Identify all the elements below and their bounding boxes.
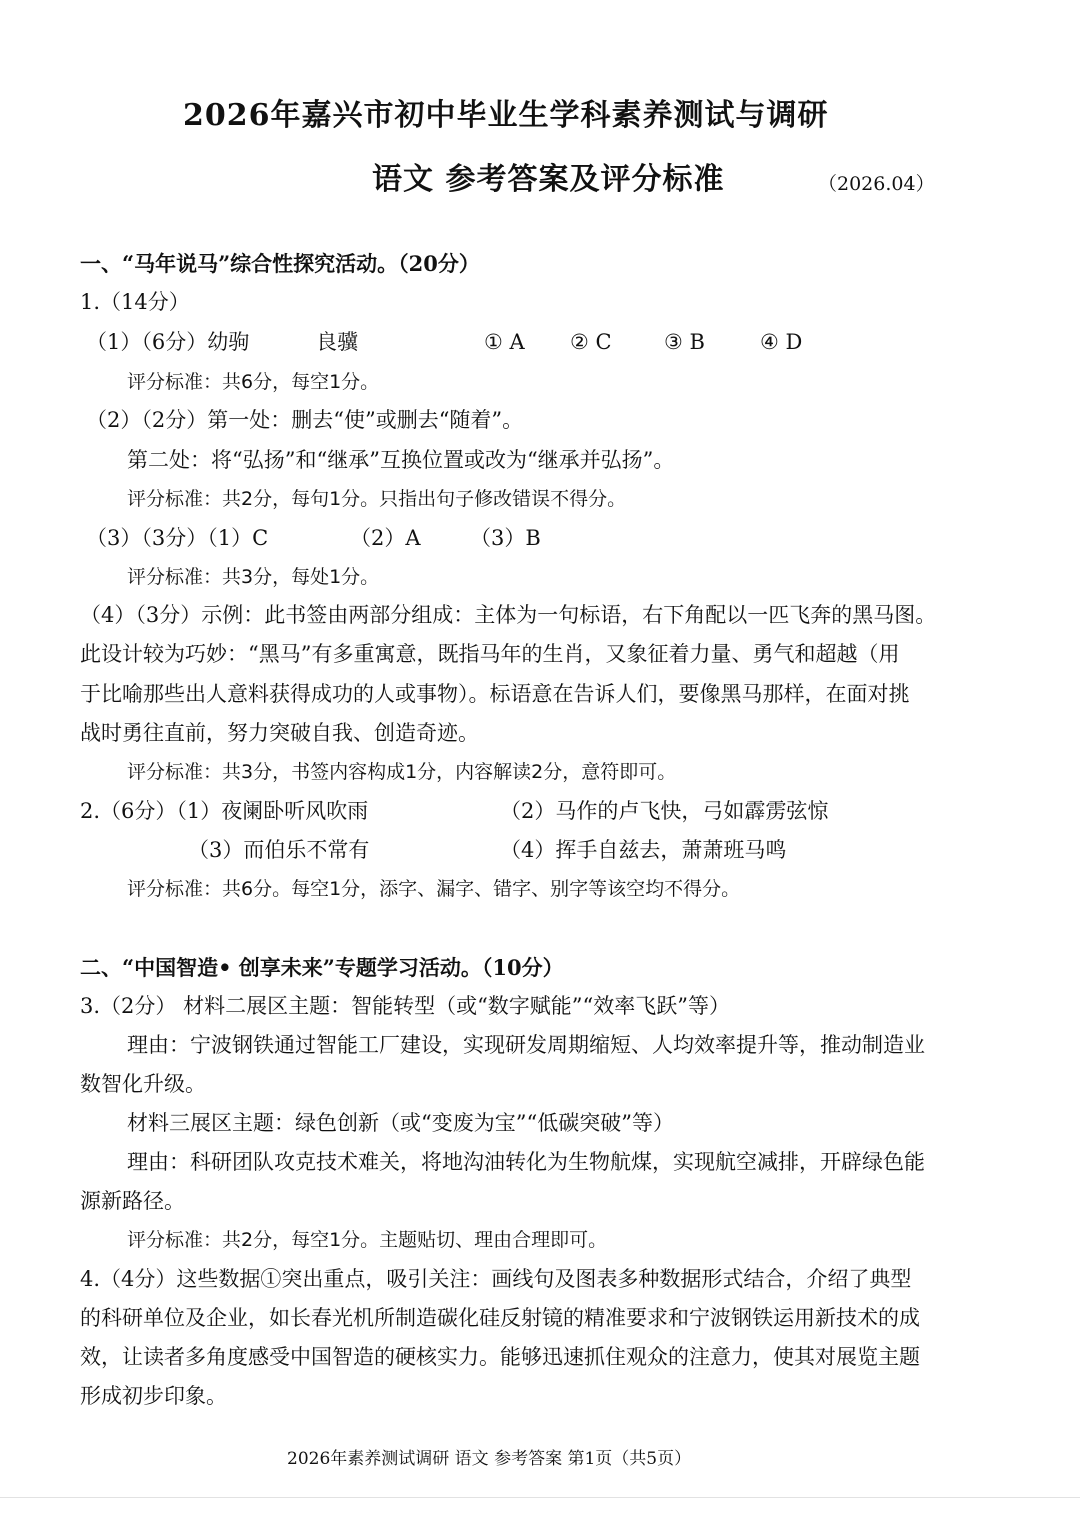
q1-part3-answer-3: （3）B <box>470 526 541 550</box>
q4-line-2: 的科研单位及企业，如长春光机所制造碳化硅反射镜的精准要求和宁波钢铁运用新技术的成 <box>80 1306 920 1330</box>
q2-row-1 <box>80 797 980 825</box>
page-bottom-divider <box>0 1497 1080 1498</box>
q1-part1-row <box>86 328 986 356</box>
q1-part1-option-4: ④ D <box>760 330 803 354</box>
q1-part1-label: （1）（6分）幼驹 <box>86 330 250 354</box>
q1-part2-line-1: （2）（2分）第一处：删去“使”或删去“随着”。 <box>86 408 524 432</box>
q1-part3-row <box>86 524 786 552</box>
q1-heading: 1.（14分） <box>80 290 190 314</box>
q1-part4-line-1: （4）（3分）示例：此书签由两部分组成：主体为一句标语，右下角配以一匹飞奔的黑马图。 <box>80 603 937 627</box>
q1-part2-line-2: 第二处：将“弘扬”和“继承”互换位置或改为“继承并弘扬”。 <box>127 448 675 472</box>
q4-line-1: 4.（4分）这些数据①突出重点，吸引关注：画线句及图表多种数据形式结合，介绍了典型 <box>80 1267 912 1291</box>
q1-part1-option-3: ③ B <box>664 330 705 354</box>
page-title: 2026年嘉兴市初中毕业生学科素养测试与调研 <box>183 98 829 133</box>
q1-part4-line-2: 此设计较为巧妙：“黑马”有多重寓意，既指马年的生肖，又象征着力量、勇气和超越（用 <box>80 642 900 666</box>
q2-answer-4: （4）挥手自兹去，萧萧班马鸣 <box>500 838 787 862</box>
q4-line-3: 效，让读者多角度感受中国智造的硬核实力。能够迅速抓住观众的注意力，使其对展览主题 <box>80 1345 920 1369</box>
page-footer: 2026年素养测试调研 语文 参考答案 第1页（共5页） <box>287 1449 692 1469</box>
q4-line-4: 形成初步印象。 <box>80 1384 227 1408</box>
q1-part4-criteria: 评分标准：共3分，书签内容构成1分，内容解读2分，意符即可。 <box>127 761 677 783</box>
q3-line-2: 理由：宁波钢铁通过智能工厂建设，实现研发周期缩短、人均效率提升等，推动制造业 <box>127 1033 925 1057</box>
q3-line-6: 源新路径。 <box>80 1189 185 1213</box>
section-2-heading: 二、“中国智造• 创享未来”专题学习活动。（10分） <box>80 955 564 980</box>
q2-answer-1: 2.（6分）（1）夜阑卧听风吹雨 <box>80 799 369 823</box>
q2-answer-2: （2）马作的卢飞快，弓如霹雳弦惊 <box>500 799 829 823</box>
q1-part1-option-1: ① A <box>484 330 525 354</box>
q1-part1-answer-2: 良骥 <box>316 330 358 354</box>
exam-date: （2026.04） <box>818 173 935 195</box>
q1-part1-criteria: 评分标准：共6分，每空1分。 <box>127 371 380 393</box>
section-1-heading: 一、“马年说马”综合性探究活动。（20分） <box>80 251 480 276</box>
q1-part3-answer-2: （2）A <box>350 526 421 550</box>
page-subtitle: 语文 参考答案及评分标准 <box>372 162 725 197</box>
q1-part2-criteria: 评分标准：共2分，每句1分。只指出句子修改错误不得分。 <box>127 488 627 510</box>
q2-criteria: 评分标准：共6分。每空1分，添字、漏字、错字、别字等该空均不得分。 <box>127 878 741 900</box>
q1-part4-line-4: 战时勇往直前，努力突破自我、创造奇迹。 <box>80 721 479 745</box>
q2-row-2 <box>80 836 980 864</box>
q2-answer-3: （3）而伯乐不常有 <box>188 838 370 862</box>
q3-line-5: 理由：科研团队攻克技术难关，将地沟油转化为生物航煤，实现航空减排，开辟绿色能 <box>127 1150 925 1174</box>
q1-part4-line-3: 于比喻那些出人意料获得成功的人或事物）。标语意在告诉人们，要像黑马那样，在面对挑 <box>80 682 910 706</box>
q1-part3-criteria: 评分标准：共3分，每处1分。 <box>127 566 380 588</box>
q3-line-4: 材料三展区主题：绿色创新（或“变废为宝”“低碳突破”等） <box>127 1111 674 1135</box>
q1-part3-label: （3）（3分）（1）C <box>86 526 269 550</box>
q3-line-1: 3.（2分） 材料二展区主题：智能转型（或“数字赋能”“效率飞跃”等） <box>80 994 731 1018</box>
q1-part1-option-2: ② C <box>570 330 612 354</box>
q3-line-3: 数智化升级。 <box>80 1072 206 1096</box>
q3-criteria: 评分标准：共2分，每空1分。主题贴切、理由合理即可。 <box>127 1229 608 1251</box>
